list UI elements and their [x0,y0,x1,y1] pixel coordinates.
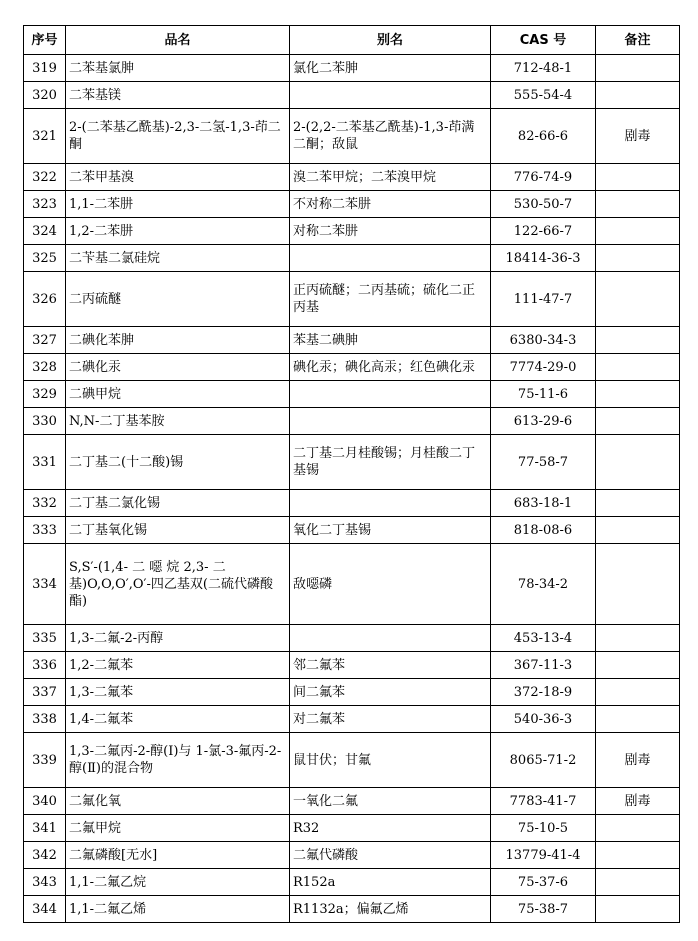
product-name-cell: 1,2-二氟苯 [66,652,290,679]
cas-cell: 111-47-7 [491,272,596,327]
product-name-cell: 二苯甲基溴 [66,164,290,191]
remark-cell [596,191,680,218]
product-name-cell: 二丁基二(十二酸)锡 [66,435,290,490]
serial-cell: 321 [24,109,66,164]
serial-cell: 338 [24,706,66,733]
alias-cell [290,381,491,408]
chemical-table [23,25,680,923]
product-name-cell: 1,4-二氟苯 [66,706,290,733]
serial-cell: 332 [24,490,66,517]
cas-cell: 82-66-6 [491,109,596,164]
alias-cell [290,490,491,517]
product-name-cell: 1,3-二氟丙-2-醇(Ⅰ)与 1-氯-3-氟丙-2-醇(Ⅱ)的混合物 [66,733,290,788]
remark-cell [596,896,680,923]
serial-cell: 333 [24,517,66,544]
remark-cell [596,490,680,517]
remark-cell [596,706,680,733]
table-row [24,354,680,381]
header-product-name: 品名 [66,26,290,55]
table-row [24,490,680,517]
table-row [24,218,680,245]
product-name-cell: 1,2-二苯肼 [66,218,290,245]
product-name-cell: 二碘化苯胂 [66,327,290,354]
serial-cell: 324 [24,218,66,245]
remark-cell [596,164,680,191]
table-row [24,381,680,408]
table-row [24,733,680,788]
remark-cell [596,815,680,842]
remark-cell [596,842,680,869]
cas-cell: 712-48-1 [491,55,596,82]
remark-cell [596,245,680,272]
table-row [24,652,680,679]
cas-cell: 453-13-4 [491,625,596,652]
cas-cell: 6380-34-3 [491,327,596,354]
remark-cell [596,517,680,544]
alias-cell: R152a [290,869,491,896]
alias-cell: 间二氟苯 [290,679,491,706]
cas-cell: 13779-41-4 [491,842,596,869]
alias-cell [290,82,491,109]
remark-cell [596,544,680,625]
remark-cell [596,652,680,679]
product-name-cell: 二丙硫醚 [66,272,290,327]
table-row [24,625,680,652]
serial-cell: 319 [24,55,66,82]
alias-cell: 二氟代磷酸 [290,842,491,869]
cas-cell: 7783-41-7 [491,788,596,815]
remark-cell [596,55,680,82]
product-name-cell: S,S′-(1,4- 二 噁 烷 2,3- 二 基)O,O,O′,O′-四乙基双(二硫代磷酸酯) [66,544,290,625]
serial-cell: 327 [24,327,66,354]
table-row [24,82,680,109]
serial-cell: 320 [24,82,66,109]
product-name-cell: 二碘化汞 [66,354,290,381]
table-row [24,869,680,896]
serial-cell: 322 [24,164,66,191]
alias-cell [290,245,491,272]
cas-cell: 372-18-9 [491,679,596,706]
table-row [24,788,680,815]
serial-cell: 344 [24,896,66,923]
serial-cell: 331 [24,435,66,490]
product-name-cell: 1,1-二氟乙烯 [66,896,290,923]
alias-cell: 不对称二苯肼 [290,191,491,218]
table-row [24,544,680,625]
serial-cell: 342 [24,842,66,869]
serial-cell: 337 [24,679,66,706]
serial-cell: 341 [24,815,66,842]
alias-cell: 氧化二丁基锡 [290,517,491,544]
table-row [24,435,680,490]
table-row [24,55,680,82]
serial-cell: 336 [24,652,66,679]
cas-cell: 776-74-9 [491,164,596,191]
remark-cell: 剧毒 [596,788,680,815]
alias-cell: R32 [290,815,491,842]
table-row [24,109,680,164]
table-row [24,191,680,218]
table-row [24,679,680,706]
remark-cell [596,327,680,354]
remark-cell [596,381,680,408]
remark-cell: 剧毒 [596,109,680,164]
alias-cell: 苯基二碘胂 [290,327,491,354]
remark-cell [596,625,680,652]
alias-cell: 对称二苯肼 [290,218,491,245]
product-name-cell: N,N-二丁基苯胺 [66,408,290,435]
cas-cell: 367-11-3 [491,652,596,679]
product-name-cell: 二氟磷酸[无水] [66,842,290,869]
remark-cell: 剧毒 [596,733,680,788]
header-cas: CAS 号 [491,26,596,55]
cas-cell: 78-34-2 [491,544,596,625]
table-row [24,245,680,272]
table-row [24,408,680,435]
remark-cell [596,435,680,490]
remark-cell [596,272,680,327]
remark-cell [596,218,680,245]
cas-cell: 122-66-7 [491,218,596,245]
alias-cell: 氯化二苯胂 [290,55,491,82]
alias-cell: 邻二氟苯 [290,652,491,679]
serial-cell: 328 [24,354,66,381]
product-name-cell: 二氟甲烷 [66,815,290,842]
serial-cell: 339 [24,733,66,788]
product-name-cell: 1,3-二氟苯 [66,679,290,706]
remark-cell [596,869,680,896]
cas-cell: 75-11-6 [491,381,596,408]
cas-cell: 18414-36-3 [491,245,596,272]
cas-cell: 555-54-4 [491,82,596,109]
remark-cell [596,354,680,381]
product-name-cell: 二丁基氧化锡 [66,517,290,544]
table-row [24,272,680,327]
serial-cell: 340 [24,788,66,815]
product-name-cell: 2-(二苯基乙酰基)-2,3-二氢-1,3-茚二酮 [66,109,290,164]
cas-cell: 75-37-6 [491,869,596,896]
serial-cell: 334 [24,544,66,625]
alias-cell: 二丁基二月桂酸锡；月桂酸二丁基锡 [290,435,491,490]
table-header-row [24,26,680,55]
alias-cell: R1132a；偏氟乙烯 [290,896,491,923]
serial-cell: 330 [24,408,66,435]
alias-cell: 正丙硫醚；二丙基硫；硫化二正丙基 [290,272,491,327]
product-name-cell: 二碘甲烷 [66,381,290,408]
table-body [24,55,680,923]
alias-cell: 碘化汞；碘化高汞；红色碘化汞 [290,354,491,381]
serial-cell: 343 [24,869,66,896]
cas-cell: 683-18-1 [491,490,596,517]
product-name-cell: 1,3-二氟-2-丙醇 [66,625,290,652]
table-row [24,327,680,354]
cas-cell: 7774-29-0 [491,354,596,381]
header-serial: 序号 [24,26,66,55]
cas-cell: 75-38-7 [491,896,596,923]
product-name-cell: 1,1-二氟乙烷 [66,869,290,896]
product-name-cell: 1,1-二苯肼 [66,191,290,218]
product-name-cell: 二苯基镁 [66,82,290,109]
alias-cell [290,408,491,435]
table-row [24,517,680,544]
alias-cell: 溴二苯甲烷；二苯溴甲烷 [290,164,491,191]
serial-cell: 323 [24,191,66,218]
header-remark: 备注 [596,26,680,55]
serial-cell: 325 [24,245,66,272]
product-name-cell: 二丁基二氯化锡 [66,490,290,517]
table-row [24,896,680,923]
remark-cell [596,82,680,109]
alias-cell: 敌噁磷 [290,544,491,625]
remark-cell [596,679,680,706]
alias-cell [290,625,491,652]
cas-cell: 530-50-7 [491,191,596,218]
serial-cell: 335 [24,625,66,652]
cas-cell: 613-29-6 [491,408,596,435]
alias-cell: 一氧化二氟 [290,788,491,815]
cas-cell: 540-36-3 [491,706,596,733]
table-row [24,815,680,842]
product-name-cell: 二苄基二氯硅烷 [66,245,290,272]
table-row [24,706,680,733]
serial-cell: 329 [24,381,66,408]
table-row [24,842,680,869]
header-alias: 别名 [290,26,491,55]
cas-cell: 818-08-6 [491,517,596,544]
alias-cell: 2-(2,2-二苯基乙酰基)-1,3-茚满二酮；敌鼠 [290,109,491,164]
cas-cell: 75-10-5 [491,815,596,842]
product-name-cell: 二氟化氧 [66,788,290,815]
product-name-cell: 二苯基氯胂 [66,55,290,82]
remark-cell [596,408,680,435]
cas-cell: 77-58-7 [491,435,596,490]
serial-cell: 326 [24,272,66,327]
cas-cell: 8065-71-2 [491,733,596,788]
table-row [24,164,680,191]
alias-cell: 对二氟苯 [290,706,491,733]
alias-cell: 鼠甘伏；甘氟 [290,733,491,788]
